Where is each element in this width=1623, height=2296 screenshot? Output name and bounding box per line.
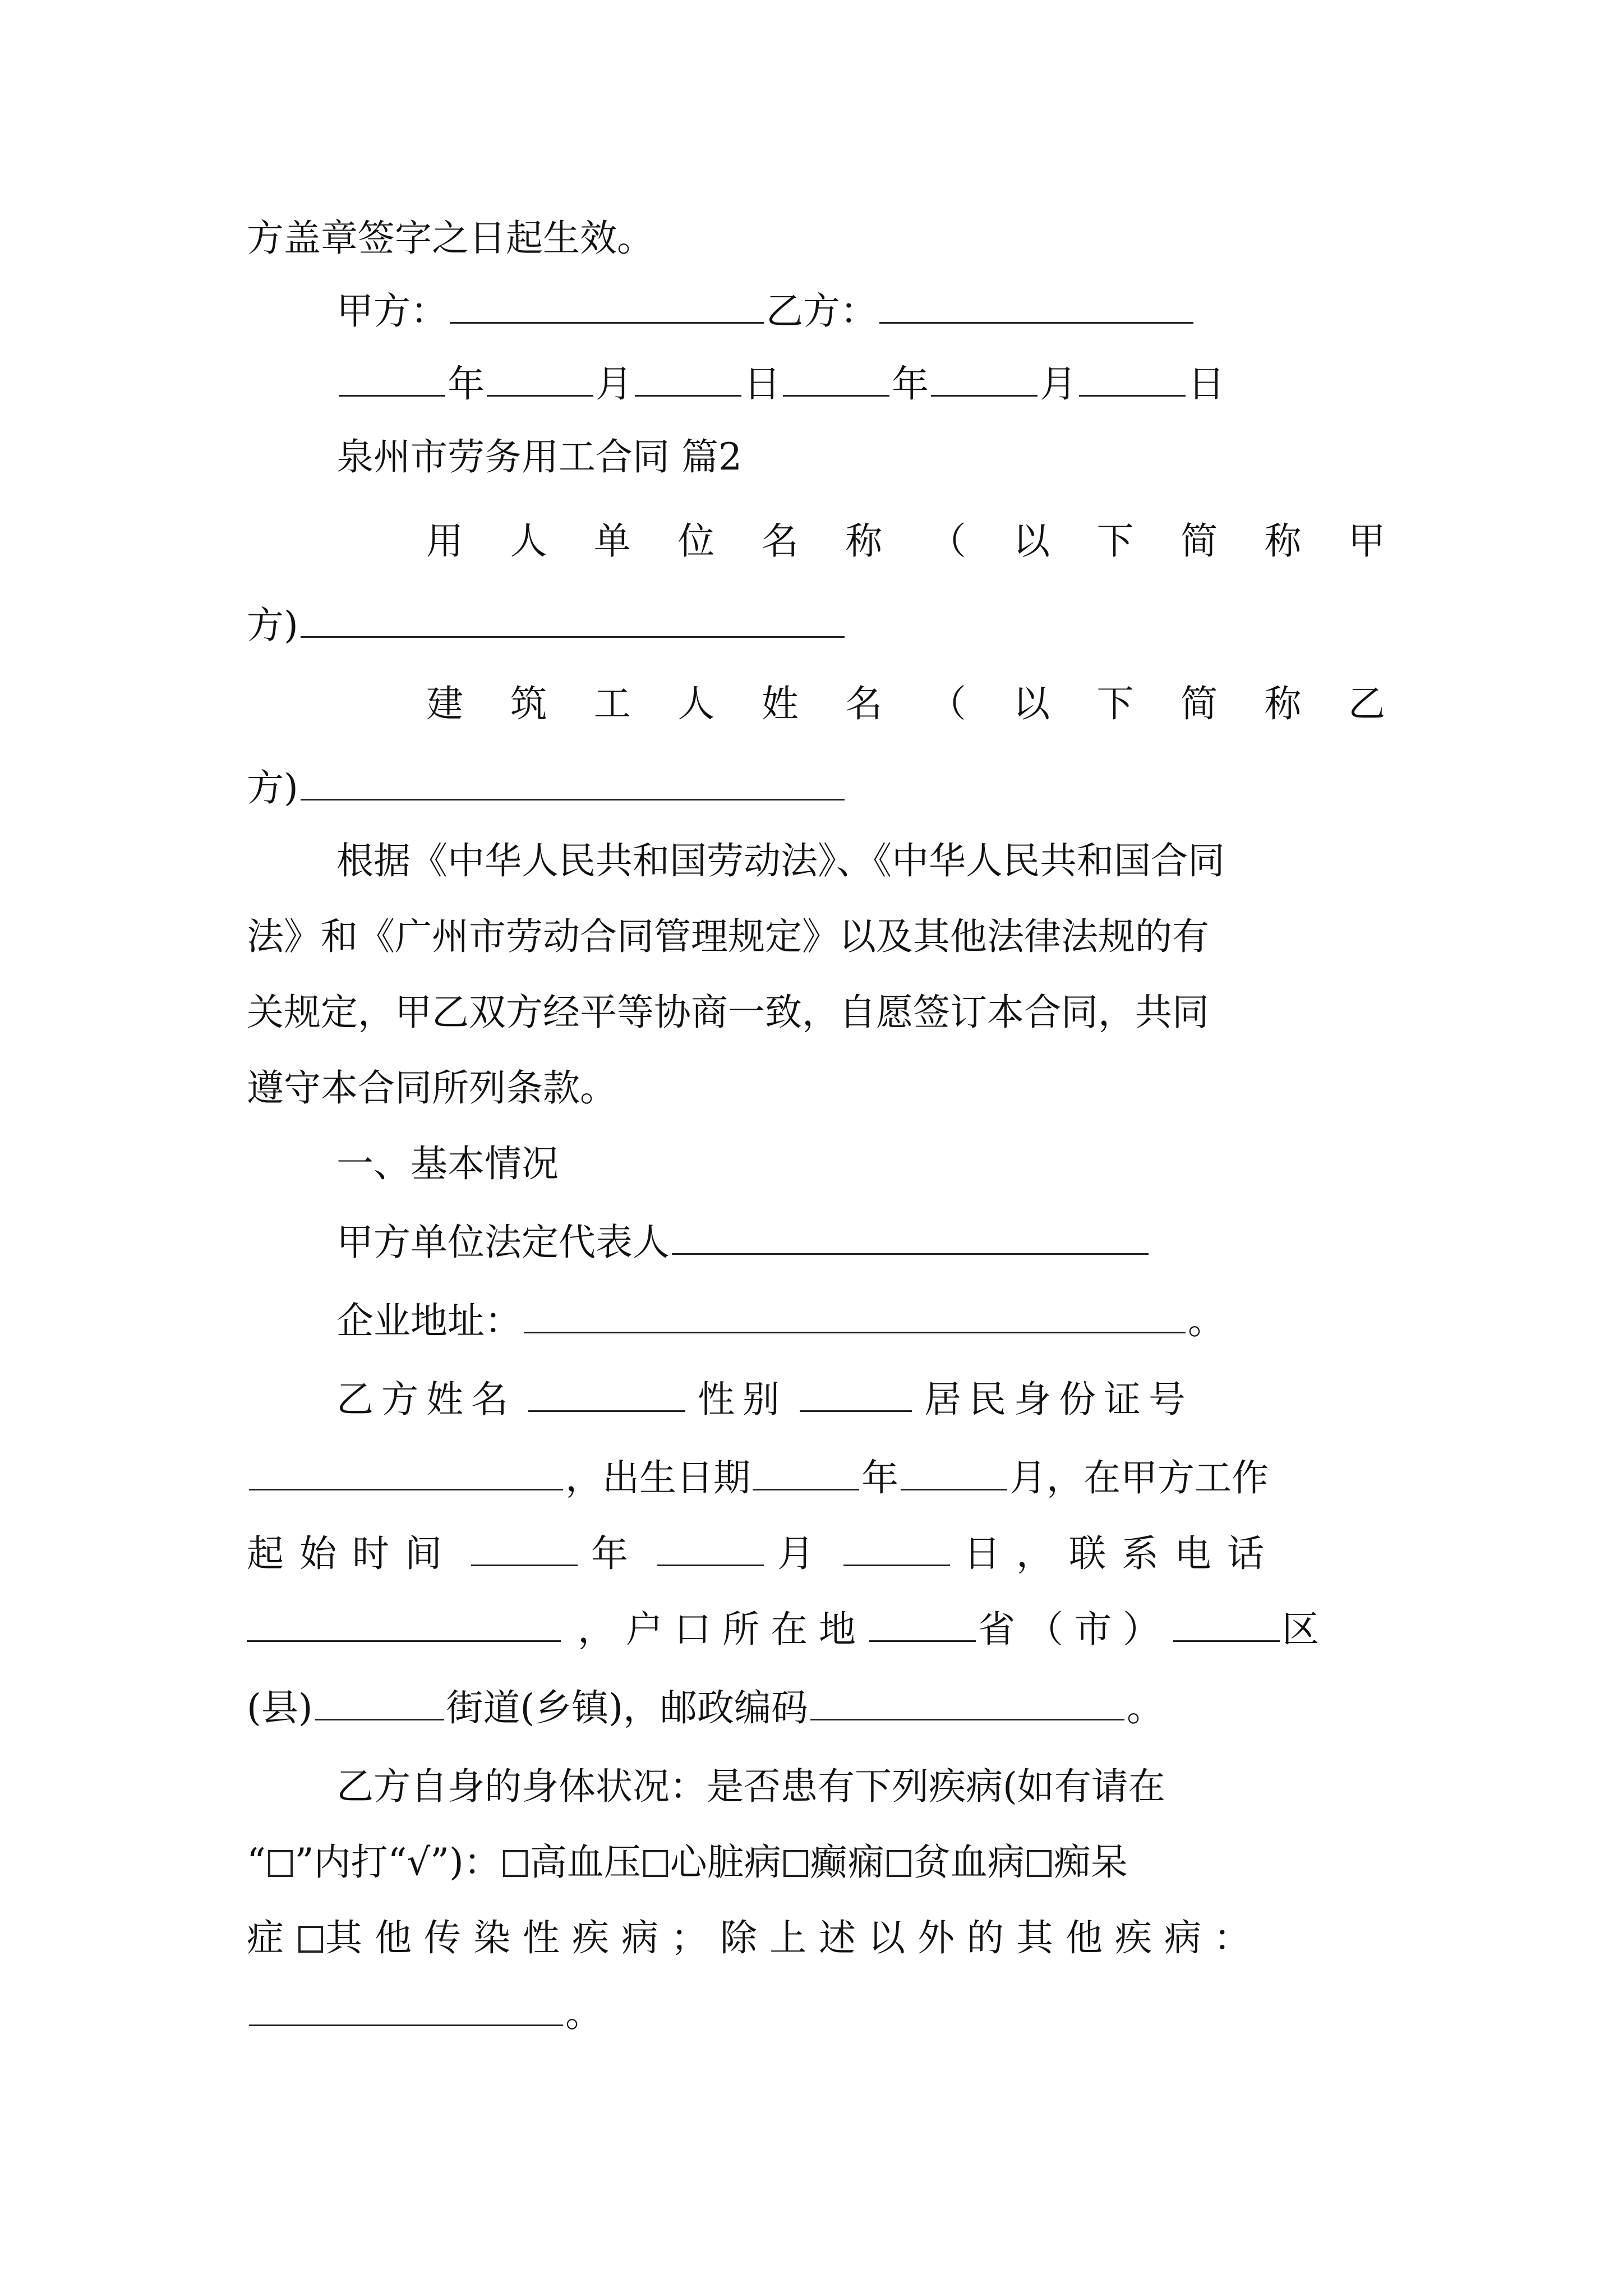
- label-char: 称: [1264, 682, 1302, 725]
- year-unit: 年: [861, 1456, 898, 1499]
- start-year-field[interactable]: [471, 1531, 578, 1566]
- health-line: [247, 1907, 1385, 1969]
- address-end: 。: [1188, 1299, 1225, 1342]
- paragraph-text: 遵守本合同所列条款。: [247, 1066, 617, 1110]
- legal-rep-blank[interactable]: [672, 1220, 1149, 1255]
- start-label: ，在甲方工作: [1046, 1456, 1269, 1499]
- paragraph-line: [336, 830, 1385, 892]
- date-blank[interactable]: [931, 361, 1038, 397]
- hypertension-label: 高血压: [529, 1841, 641, 1884]
- label-char: 名: [761, 519, 799, 563]
- worker-name-field[interactable]: [528, 1377, 685, 1412]
- sentence-end: 。: [1127, 1686, 1164, 1729]
- worker-info-line: [336, 1369, 1385, 1430]
- text-effective-clause: 方盖章签字之日起生效。: [247, 217, 654, 260]
- label-tail: 方): [247, 766, 298, 809]
- birth-year-field[interactable]: [753, 1455, 859, 1490]
- month-unit: 月: [777, 1532, 830, 1575]
- party-a-label: 甲方：: [336, 289, 448, 333]
- phone-label: ，联系电话: [1016, 1532, 1280, 1575]
- paragraph-text: 关规定，甲乙双方经平等协商一致，自愿签订本合同，共同: [247, 991, 1209, 1034]
- date-blank[interactable]: [487, 361, 593, 397]
- district-field[interactable]: [1173, 1607, 1280, 1642]
- party-a-signature-blank[interactable]: [450, 288, 764, 324]
- health-line: [247, 1983, 1385, 2045]
- party-b-label: 乙方：: [766, 289, 877, 333]
- signature-row: [336, 280, 1385, 342]
- date-blank[interactable]: [783, 361, 889, 397]
- birth-label: ，出生日期: [565, 1456, 750, 1499]
- label-char: 简: [1181, 519, 1218, 563]
- anemia-label: 贫血病: [913, 1841, 1025, 1884]
- name-label: 乙方姓名: [336, 1378, 516, 1421]
- worker-info-line: [247, 1523, 1385, 1585]
- label-char: （: [929, 519, 966, 563]
- date-blank[interactable]: [635, 361, 741, 397]
- worker-name-blank[interactable]: [301, 765, 845, 800]
- paragraph-text: 法》和《广州市劳动合同管理规定》以及其他法律法规的有: [247, 915, 1209, 958]
- gender-label: 性别: [698, 1378, 787, 1421]
- other-diseases-label: 其他传染性疾病；除上述以外的其他疾病：: [325, 1916, 1263, 1959]
- label-char: 人: [510, 519, 547, 563]
- label-char: （: [929, 682, 966, 725]
- label-char: 用: [426, 519, 463, 563]
- sentence-end: 。: [565, 1992, 602, 2035]
- label-char: 工: [593, 682, 631, 725]
- address-line: [336, 1290, 1385, 1352]
- worker-info-line: [247, 1447, 1385, 1509]
- date-blank[interactable]: [339, 361, 445, 397]
- label-char: 简: [1181, 682, 1218, 725]
- date-unit: 年: [448, 362, 485, 406]
- paragraph-line: [247, 906, 1385, 968]
- street-field[interactable]: [315, 1685, 444, 1720]
- date-unit: 月: [1040, 362, 1077, 406]
- party-b-signature-blank[interactable]: [879, 288, 1193, 324]
- address-blank[interactable]: [524, 1298, 1186, 1333]
- example-checkbox-icon: [268, 1850, 293, 1877]
- date-row: [336, 353, 1385, 415]
- anemia-checkbox[interactable]: [887, 1850, 911, 1877]
- label-char: 乙: [1348, 682, 1385, 725]
- start-time-label: 起始时间: [247, 1532, 458, 1575]
- section-title-line: [336, 426, 1385, 488]
- date-unit: 月: [596, 362, 633, 406]
- postcode-field[interactable]: [810, 1685, 1124, 1720]
- date-blank[interactable]: [1079, 361, 1186, 397]
- label-char: 甲: [1348, 519, 1385, 563]
- label-char: 位: [677, 519, 715, 563]
- health-line: [336, 1756, 1385, 1818]
- health-question: 乙方自身的身体状况：是否患有下列疾病(如有请在: [336, 1765, 1165, 1808]
- province-field[interactable]: [869, 1607, 976, 1642]
- employer-name-blank[interactable]: [301, 602, 845, 638]
- worker-blank-line: [247, 757, 1385, 819]
- legal-rep-label: 甲方单位法定代表人: [336, 1221, 670, 1264]
- label-char: 下: [1096, 682, 1134, 725]
- legal-rep-line: [336, 1212, 1385, 1273]
- label-char: 称: [1264, 519, 1302, 563]
- paragraph-line: [247, 1057, 1385, 1119]
- epilepsy-label: 癫痫: [810, 1841, 884, 1884]
- paragraph-text: 根据《中华人民共和国劳动法》、《中华人民共和国合同: [336, 839, 1225, 882]
- year-unit: 年: [591, 1532, 644, 1575]
- heading-line: [336, 1133, 1385, 1195]
- dementia-label: 痴呆: [1053, 1841, 1128, 1884]
- epilepsy-checkbox[interactable]: [783, 1850, 808, 1877]
- birth-month-field[interactable]: [901, 1455, 1007, 1490]
- text-line: [247, 208, 1385, 269]
- address-label: 企业地址：: [336, 1299, 522, 1342]
- label-char: 筑: [510, 682, 547, 725]
- section-title: 泉州市劳务用工合同 篇2: [336, 435, 742, 478]
- hukou-label: ，户口所在地: [578, 1608, 867, 1651]
- worker-label-line: [426, 673, 1385, 735]
- label-tail: 方): [247, 604, 298, 647]
- heart-disease-label: 心脏病: [670, 1841, 781, 1884]
- dementia-checkbox[interactable]: [1027, 1850, 1052, 1877]
- date-unit: 日: [744, 362, 781, 406]
- other-diseases-field[interactable]: [249, 1991, 563, 2026]
- health-line: [247, 1832, 1385, 1893]
- start-month-field[interactable]: [657, 1531, 764, 1566]
- section-heading: 一、基本情况: [336, 1142, 559, 1185]
- instruction-text: ”内打“√”)：: [294, 1841, 501, 1884]
- employer-blank-line: [247, 595, 1385, 656]
- employer-label-line: [426, 510, 1385, 572]
- id-number-field[interactable]: [249, 1455, 563, 1490]
- label-char: 单: [593, 519, 631, 563]
- district-label: 区: [1282, 1608, 1330, 1651]
- start-day-field[interactable]: [843, 1531, 950, 1566]
- label-char: 以: [1013, 682, 1050, 725]
- date-unit: 日: [1188, 362, 1225, 406]
- heart-disease-checkbox[interactable]: [643, 1850, 668, 1877]
- county-label: (县): [247, 1686, 313, 1729]
- date-unit: 年: [892, 362, 929, 406]
- hypertension-checkbox[interactable]: [503, 1850, 528, 1877]
- quote-open: “: [247, 1841, 266, 1884]
- worker-info-line: [247, 1599, 1385, 1660]
- label-char: 下: [1096, 519, 1134, 563]
- gender-field[interactable]: [800, 1377, 912, 1412]
- label-char: 姓: [761, 682, 799, 725]
- label-char: 称: [845, 519, 883, 563]
- label-char: 以: [1013, 519, 1050, 563]
- dementia-label-tail: 症: [247, 1916, 296, 1959]
- postcode-label: 街道(乡镇)，邮政编码: [446, 1686, 808, 1729]
- label-char: 名: [845, 682, 883, 725]
- paragraph-line: [247, 982, 1385, 1043]
- id-label: 居民身份证号: [924, 1378, 1193, 1421]
- province-label: 省（市）: [978, 1608, 1171, 1651]
- label-char: 建: [426, 682, 463, 725]
- worker-info-line: [247, 1677, 1385, 1739]
- label-char: 人: [677, 682, 715, 725]
- infectious-disease-checkbox[interactable]: [298, 1926, 323, 1953]
- phone-field[interactable]: [247, 1607, 561, 1642]
- day-unit: 日: [963, 1532, 1016, 1575]
- month-unit: 月: [1009, 1456, 1046, 1499]
